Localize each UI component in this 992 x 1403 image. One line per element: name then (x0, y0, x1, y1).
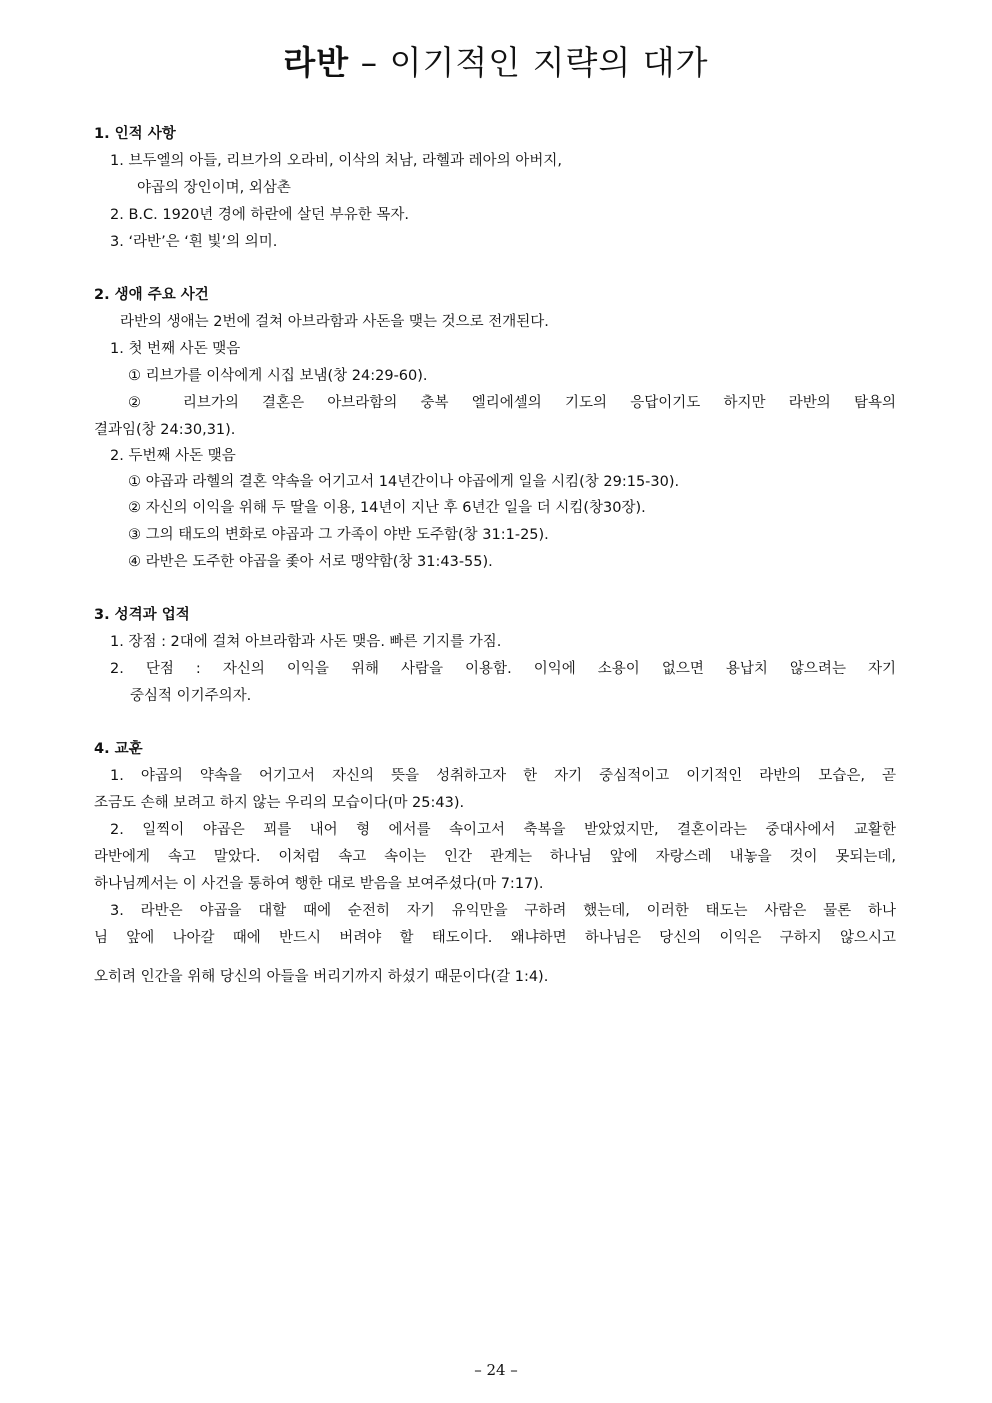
section2-line: ① 야곱과 라헬의 결혼 약속을 어기고서 14년간이나 야곱에게 일을 시킴(창 29:15-30). (128, 474, 680, 490)
section2-line: ① 리브가를 이삭에게 시집 보냄(창 24:29-60). (128, 368, 428, 384)
section2-line: ② 리브가의 결혼은 아브라함의 충복 엘리에셀의 기도의 응답이기도 하지만 라반의 탐욕의 (128, 395, 896, 411)
section-heading-personal-info: 1. 인적 사항 (94, 126, 176, 142)
section4-line: 라반에게 속고 말았다. 이처럼 속고 속이는 인간 관계는 하나님 앞에 자랑스레 내놓을 것이 못되는데, (94, 849, 896, 865)
section-heading-life-events: 2. 생애 주요 사건 (94, 287, 209, 303)
section1-line: 2. B.C. 1920년 경에 하란에 살던 부유한 목자. (110, 207, 409, 223)
section1-line: 3. ‘라반’은 ‘흰 빛’의 의미. (110, 234, 278, 250)
section-heading-character: 3. 성격과 업적 (94, 607, 190, 623)
section2-line: ③ 그의 태도의 변화로 야곱과 그 가족이 야반 도주함(창 31:1-25). (128, 527, 549, 543)
section4-line: 하나님께서는 이 사건을 통하여 행한 대로 받음을 보여주셨다(마 7:17). (94, 876, 544, 892)
section2-line: ② 자신의 이익을 위해 두 딸을 이용, 14년이 지난 후 6년간 일을 더 시킴(창30장). (128, 500, 646, 516)
section3-line: 중심적 이기주의자. (130, 688, 252, 704)
section2-line: 결과임(창 24:30,31). (94, 422, 236, 438)
section1-line: 1. 브두엘의 아들, 리브가의 오라비, 이삭의 처남, 라헬과 레아의 아버지, (110, 153, 562, 169)
section4-line: 1. 야곱의 약속을 어기고서 자신의 뜻을 성취하고자 한 자기 중심적이고 이기적인 라반의 모습은, 곧 (110, 768, 896, 784)
section4-line: 3. 라반은 야곱을 대할 때에 순전히 자기 유익만을 구하려 했는데, 이러한 태도는 사람은 물론 하나 (110, 903, 896, 919)
section2-line: 라반의 생애는 2번에 걸쳐 아브라함과 사돈을 맺는 것으로 전개된다. (120, 314, 549, 330)
section4-line: 2. 일찍이 야곱은 꾀를 내어 형 에서를 속이고서 축복을 받았었지만, 결혼이라는 중대사에서 교활한 (110, 822, 896, 838)
page-number: – 24 – (474, 1361, 518, 1379)
section3-line: 2. 단점 : 자신의 이익을 위해 사람을 이용함. 이익에 소용이 없으면 용납치 않으려는 자기 (110, 661, 896, 677)
section4-line: 오히려 인간을 위해 당신의 아들을 버리기까지 하셨기 때문이다(갈 1:4). (94, 969, 549, 985)
title-subtitle: – 이기적인 지략의 대가 (349, 43, 709, 82)
title-name: 라반 (283, 43, 350, 82)
section2-line: ④ 라반은 도주한 야곱을 좇아 서로 맹약함(창 31:43-55). (128, 554, 493, 570)
page-title (0, 38, 992, 88)
section4-line: 님 앞에 나아갈 때에 반드시 버려야 할 태도이다. 왜냐하면 하나님은 당신의 이익은 구하지 않으시고 (94, 930, 896, 946)
section-heading-lesson: 4. 교훈 (94, 741, 143, 757)
section4-line: 조금도 손해 보려고 하지 않는 우리의 모습이다(마 25:43). (94, 795, 465, 811)
section3-line: 1. 장점 : 2대에 걸쳐 아브라함과 사돈 맺음. 빠른 기지를 가짐. (110, 634, 502, 650)
section1-line: 야곱의 장인이며, 외삼촌 (137, 180, 291, 196)
section2-line: 2. 두번째 사돈 맺음 (110, 448, 236, 464)
section2-line: 1. 첫 번째 사돈 맺음 (110, 341, 241, 357)
